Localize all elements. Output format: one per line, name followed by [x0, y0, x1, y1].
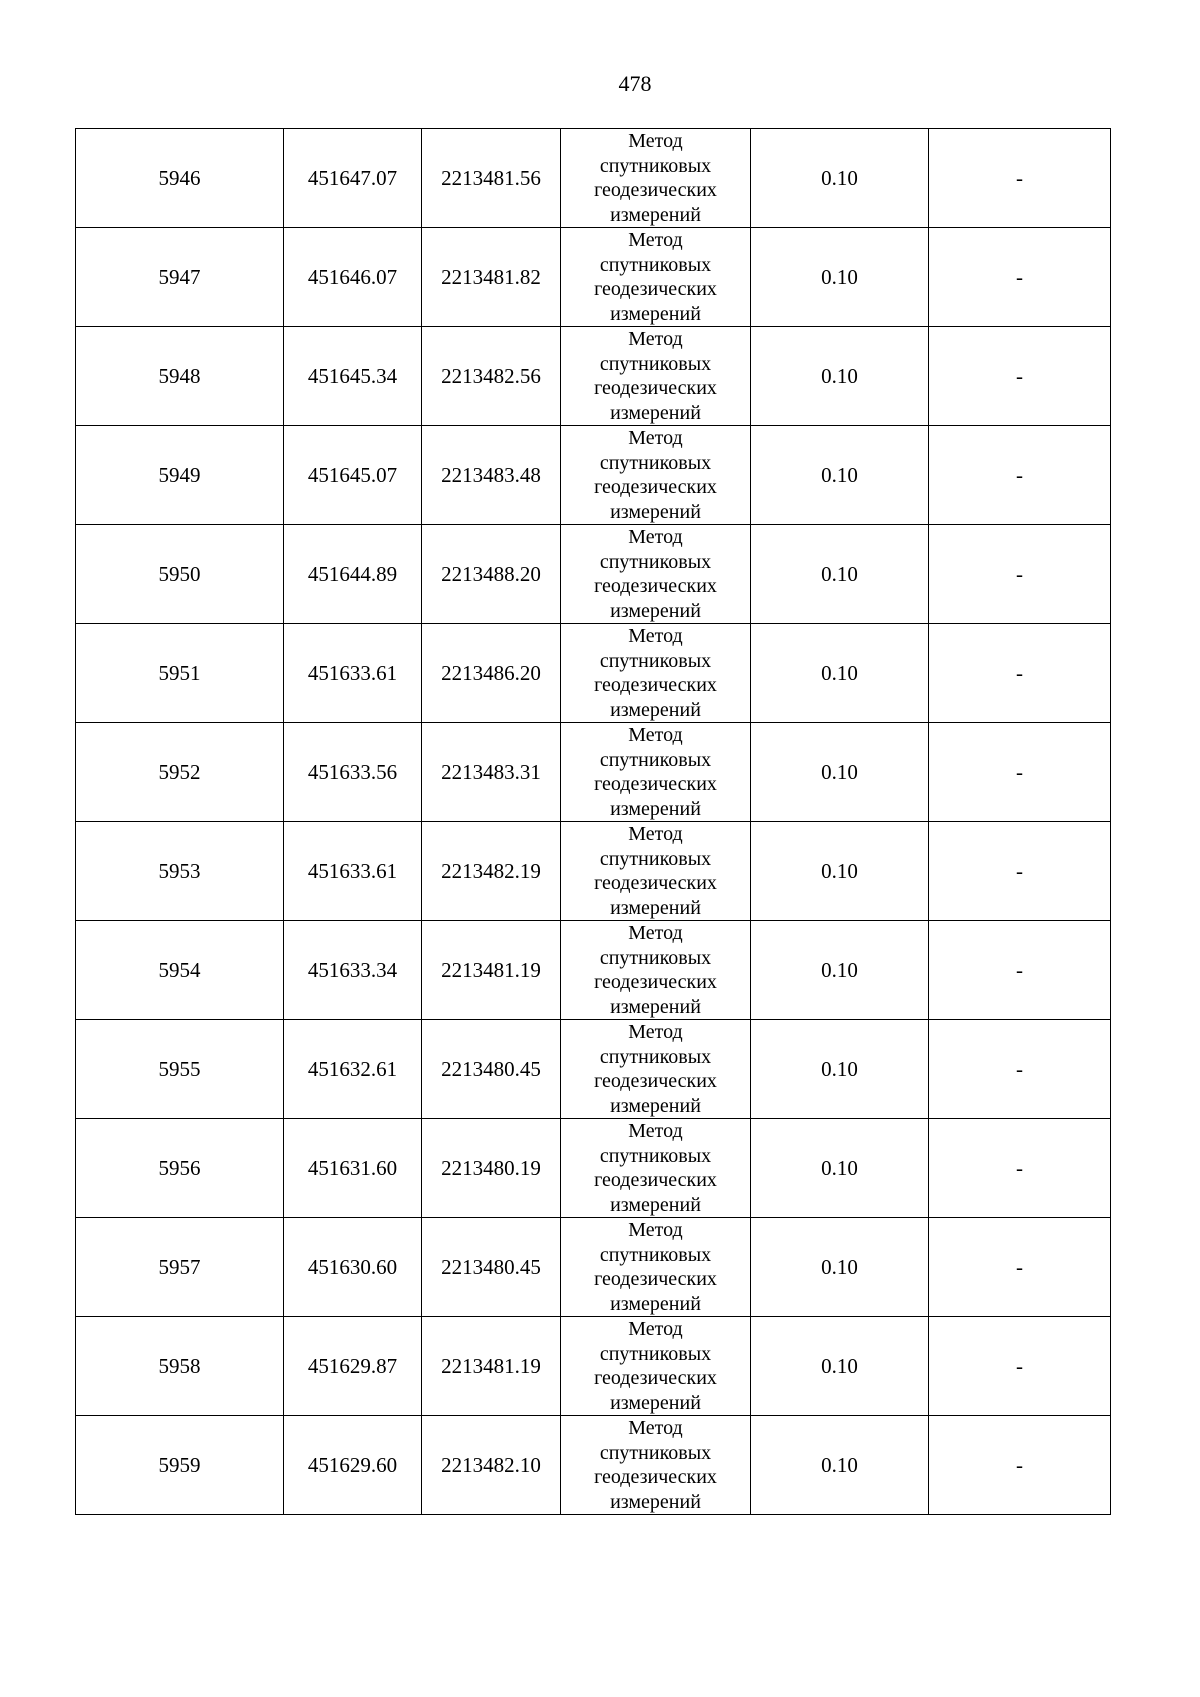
accuracy-cell: 0.10: [751, 228, 929, 327]
table-row: [76, 1317, 1111, 1416]
accuracy-cell: 0.10: [751, 129, 929, 228]
x-coordinate-cell: 451629.87: [284, 1317, 422, 1416]
table-row: [76, 327, 1111, 426]
x-coordinate-cell: 451629.60: [284, 1416, 422, 1515]
note-cell: -: [929, 921, 1111, 1020]
y-coordinate-cell: 2213482.56: [422, 327, 561, 426]
method-cell: [561, 327, 751, 426]
method-text: Метод спутниковых геодезических измерений: [594, 1219, 717, 1315]
method-text: Метод спутниковых геодезических измерений: [594, 1417, 717, 1513]
method-text: Метод спутниковых геодезических измерений: [594, 328, 717, 424]
x-coordinate-cell: 451647.07: [284, 129, 422, 228]
table-row: [76, 426, 1111, 525]
y-coordinate-cell: 2213481.19: [422, 1317, 561, 1416]
method-text: Метод спутниковых геодезических измерений: [594, 526, 717, 622]
method-text: Метод спутниковых геодезических измерений: [594, 130, 717, 226]
y-coordinate-cell: 2213481.56: [422, 129, 561, 228]
y-coordinate-cell: 2213481.19: [422, 921, 561, 1020]
point-id-cell: 5947: [76, 228, 284, 327]
point-id-cell: 5948: [76, 327, 284, 426]
method-cell: [561, 129, 751, 228]
x-coordinate-cell: 451645.34: [284, 327, 422, 426]
method-cell: [561, 1416, 751, 1515]
method-cell: [561, 228, 751, 327]
y-coordinate-cell: 2213480.19: [422, 1119, 561, 1218]
method-text: Метод спутниковых геодезических измерений: [594, 625, 717, 721]
method-text: Метод спутниковых геодезических измерений: [594, 823, 717, 919]
method-cell: [561, 723, 751, 822]
method-cell: [561, 822, 751, 921]
x-coordinate-cell: 451631.60: [284, 1119, 422, 1218]
method-cell: [561, 624, 751, 723]
y-coordinate-cell: 2213486.20: [422, 624, 561, 723]
method-text: Метод спутниковых геодезических измерений: [594, 724, 717, 820]
method-cell: [561, 1119, 751, 1218]
table-row: [76, 228, 1111, 327]
x-coordinate-cell: 451633.56: [284, 723, 422, 822]
y-coordinate-cell: 2213480.45: [422, 1218, 561, 1317]
x-coordinate-cell: 451632.61: [284, 1020, 422, 1119]
method-cell: [561, 426, 751, 525]
method-text: Метод спутниковых геодезических измерений: [594, 1021, 717, 1117]
point-id-cell: 5957: [76, 1218, 284, 1317]
table-row: [76, 129, 1111, 228]
method-cell: [561, 1218, 751, 1317]
accuracy-cell: 0.10: [751, 1119, 929, 1218]
point-id-cell: 5951: [76, 624, 284, 723]
point-id-cell: 5959: [76, 1416, 284, 1515]
y-coordinate-cell: 2213483.48: [422, 426, 561, 525]
x-coordinate-cell: 451644.89: [284, 525, 422, 624]
note-cell: -: [929, 624, 1111, 723]
method-text: Метод спутниковых геодезических измерений: [594, 229, 717, 325]
table-row: [76, 1416, 1111, 1515]
note-cell: -: [929, 426, 1111, 525]
accuracy-cell: 0.10: [751, 624, 929, 723]
method-text: Метод спутниковых геодезических измерений: [594, 1318, 717, 1414]
accuracy-cell: 0.10: [751, 525, 929, 624]
method-cell: [561, 921, 751, 1020]
accuracy-cell: 0.10: [751, 723, 929, 822]
point-id-cell: 5956: [76, 1119, 284, 1218]
y-coordinate-cell: 2213482.19: [422, 822, 561, 921]
y-coordinate-cell: 2213480.45: [422, 1020, 561, 1119]
x-coordinate-cell: 451645.07: [284, 426, 422, 525]
table-row: [76, 921, 1111, 1020]
point-id-cell: 5955: [76, 1020, 284, 1119]
note-cell: -: [929, 1317, 1111, 1416]
x-coordinate-cell: 451630.60: [284, 1218, 422, 1317]
method-text: Метод спутниковых геодезических измерений: [594, 427, 717, 523]
note-cell: -: [929, 129, 1111, 228]
table-row: [76, 624, 1111, 723]
note-cell: -: [929, 1020, 1111, 1119]
y-coordinate-cell: 2213483.31: [422, 723, 561, 822]
note-cell: -: [929, 525, 1111, 624]
accuracy-cell: 0.10: [751, 426, 929, 525]
x-coordinate-cell: 451646.07: [284, 228, 422, 327]
x-coordinate-cell: 451633.61: [284, 624, 422, 723]
note-cell: -: [929, 1416, 1111, 1515]
table-row: [76, 723, 1111, 822]
note-cell: -: [929, 822, 1111, 921]
note-cell: -: [929, 1119, 1111, 1218]
x-coordinate-cell: 451633.34: [284, 921, 422, 1020]
table-row: [76, 525, 1111, 624]
table-row: [76, 822, 1111, 921]
point-id-cell: 5949: [76, 426, 284, 525]
table-body: [76, 129, 1111, 1515]
table-row: [76, 1020, 1111, 1119]
y-coordinate-cell: 2213482.10: [422, 1416, 561, 1515]
method-cell: [561, 525, 751, 624]
coordinates-table: [75, 128, 1111, 1515]
accuracy-cell: 0.10: [751, 1416, 929, 1515]
point-id-cell: 5950: [76, 525, 284, 624]
table-row: [76, 1119, 1111, 1218]
accuracy-cell: 0.10: [751, 327, 929, 426]
note-cell: -: [929, 228, 1111, 327]
x-coordinate-cell: 451633.61: [284, 822, 422, 921]
note-cell: -: [929, 327, 1111, 426]
accuracy-cell: 0.10: [751, 822, 929, 921]
y-coordinate-cell: 2213481.82: [422, 228, 561, 327]
y-coordinate-cell: 2213488.20: [422, 525, 561, 624]
point-id-cell: 5946: [76, 129, 284, 228]
accuracy-cell: 0.10: [751, 1317, 929, 1416]
method-text: Метод спутниковых геодезических измерений: [594, 1120, 717, 1216]
note-cell: -: [929, 723, 1111, 822]
method-cell: [561, 1020, 751, 1119]
page-number: 478: [618, 71, 652, 96]
point-id-cell: 5952: [76, 723, 284, 822]
point-id-cell: 5953: [76, 822, 284, 921]
method-cell: [561, 1317, 751, 1416]
table-row: [76, 1218, 1111, 1317]
note-cell: -: [929, 1218, 1111, 1317]
accuracy-cell: 0.10: [751, 1218, 929, 1317]
point-id-cell: 5954: [76, 921, 284, 1020]
accuracy-cell: 0.10: [751, 921, 929, 1020]
point-id-cell: 5958: [76, 1317, 284, 1416]
accuracy-cell: 0.10: [751, 1020, 929, 1119]
method-text: Метод спутниковых геодезических измерений: [594, 922, 717, 1018]
